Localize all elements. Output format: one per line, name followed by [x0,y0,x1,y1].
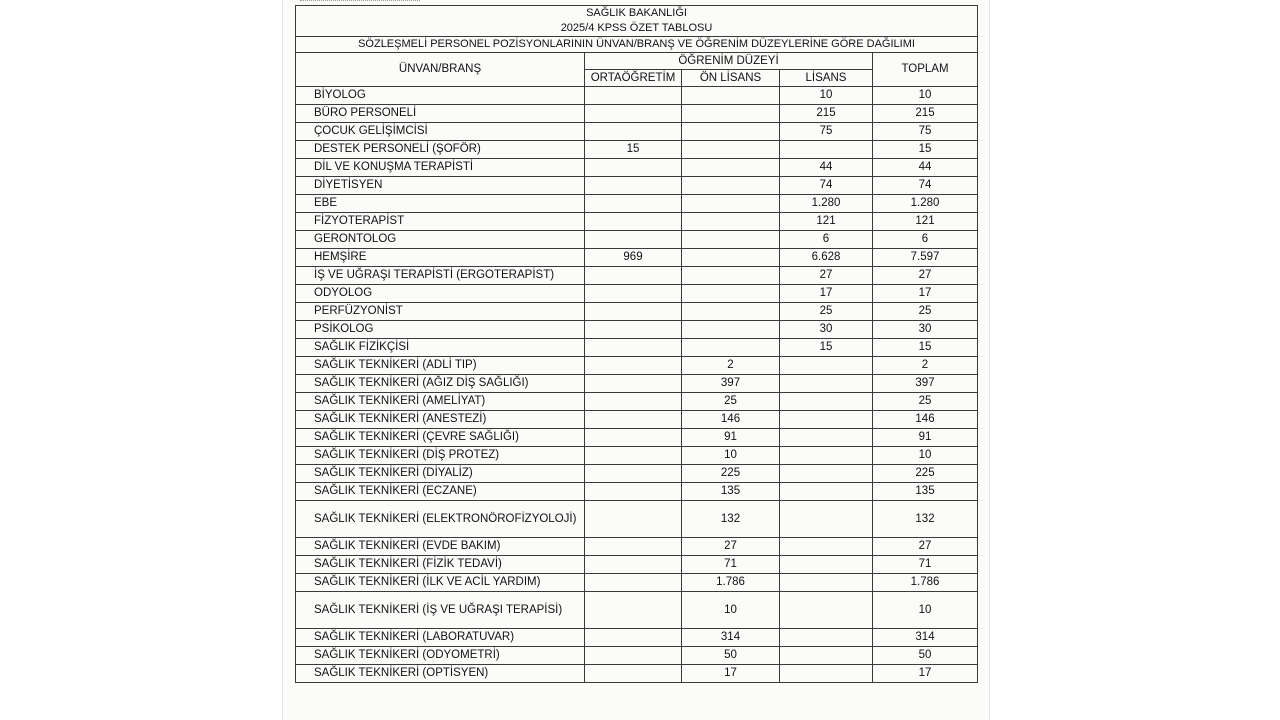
total-count-cell: 121 [873,213,978,231]
header-associate: ÖN LİSANS [682,70,780,87]
total-count-cell: 75 [873,123,978,141]
bachelor-count-cell [780,447,873,465]
associate-count-cell: 225 [682,465,780,483]
bachelor-count-cell: 1.280 [780,195,873,213]
row-title-cell: DİYETİSYEN [296,177,585,195]
bachelor-count-cell [780,592,873,629]
bachelor-count-cell: 17 [780,285,873,303]
total-count-cell: 314 [873,629,978,647]
associate-count-cell: 132 [682,501,780,538]
associate-count-cell [682,285,780,303]
total-count-cell: 30 [873,321,978,339]
total-count-cell: 27 [873,538,978,556]
total-count-cell: 50 [873,647,978,665]
bachelor-count-cell: 10 [780,87,873,105]
header-title-column: ÜNVAN/BRANŞ [296,53,585,87]
table-row [296,375,978,393]
secondary-count-cell [585,629,682,647]
associate-count-cell [682,123,780,141]
row-title-cell: SAĞLIK TEKNİKERİ (FİZİK TEDAVİ) [296,556,585,574]
total-count-cell: 27 [873,267,978,285]
total-count-cell: 132 [873,501,978,538]
table-row [296,592,978,629]
secondary-count-cell [585,159,682,177]
row-title-cell: ODYOLOG [296,285,585,303]
table-row [296,447,978,465]
secondary-count-cell [585,267,682,285]
row-title-cell: PSİKOLOG [296,321,585,339]
secondary-count-cell [585,483,682,501]
table-row [296,501,978,538]
secondary-count-cell [585,123,682,141]
total-count-cell: 17 [873,285,978,303]
secondary-count-cell: 15 [585,141,682,159]
table-row [296,285,978,303]
total-count-cell: 25 [873,303,978,321]
secondary-count-cell [585,429,682,447]
secondary-count-cell [585,195,682,213]
row-title-cell: SAĞLIK TEKNİKERİ (İLK VE ACİL YARDIM) [296,574,585,592]
secondary-count-cell [585,213,682,231]
table-row [296,267,978,285]
header-secondary: ORTAÖĞRETİM [585,70,682,87]
associate-count-cell: 2 [682,357,780,375]
summary-table-container [295,5,977,683]
bachelor-count-cell [780,665,873,683]
associate-count-cell: 10 [682,447,780,465]
row-title-cell: SAĞLIK TEKNİKERİ (ÇEVRE SAĞLIĞI) [296,429,585,447]
table-body [296,87,978,683]
table-row [296,177,978,195]
associate-count-cell: 1.786 [682,574,780,592]
header-bachelor: LİSANS [780,70,873,87]
total-count-cell: 44 [873,159,978,177]
row-title-cell: SAĞLIK TEKNİKERİ (EVDE BAKIM) [296,538,585,556]
row-title-cell: SAĞLIK TEKNİKERİ (AMELİYAT) [296,393,585,411]
total-count-cell: 6 [873,231,978,249]
associate-count-cell [682,177,780,195]
table-row [296,141,978,159]
row-title-cell: SAĞLIK TEKNİKERİ (DİYALİZ) [296,465,585,483]
table-row [296,411,978,429]
secondary-count-cell [585,447,682,465]
table-row [296,303,978,321]
total-count-cell: 10 [873,592,978,629]
associate-count-cell: 25 [682,393,780,411]
total-count-cell: 2 [873,357,978,375]
associate-count-cell [682,267,780,285]
kpss-summary-table [295,5,978,683]
header-total: TOPLAM [873,53,978,87]
row-title-cell: SAĞLIK TEKNİKERİ (LABORATUVAR) [296,629,585,647]
secondary-count-cell: 969 [585,249,682,267]
bachelor-count-cell [780,141,873,159]
table-row [296,574,978,592]
associate-count-cell [682,195,780,213]
total-count-cell: 71 [873,556,978,574]
table-row [296,87,978,105]
bachelor-count-cell: 6 [780,231,873,249]
total-count-cell: 25 [873,393,978,411]
table-row [296,538,978,556]
table-row [296,429,978,447]
table-title: 2025/4 KPSS ÖZET TABLOSU [296,21,978,37]
total-count-cell: 10 [873,447,978,465]
row-title-cell: GERONTOLOG [296,231,585,249]
secondary-count-cell [585,285,682,303]
total-count-cell: 91 [873,429,978,447]
associate-count-cell [682,303,780,321]
row-title-cell: SAĞLIK TEKNİKERİ (ECZANE) [296,483,585,501]
row-title-cell: ÇOCUK GELİŞİMCİSİ [296,123,585,141]
row-title-cell: SAĞLIK TEKNİKERİ (DİŞ PROTEZ) [296,447,585,465]
row-title-cell: PERFÜZYONİST [296,303,585,321]
row-title-cell: FİZYOTERAPİST [296,213,585,231]
table-row [296,647,978,665]
bachelor-count-cell [780,647,873,665]
bachelor-count-cell [780,411,873,429]
row-title-cell: BİYOLOG [296,87,585,105]
associate-count-cell: 397 [682,375,780,393]
table-row [296,195,978,213]
row-title-cell: SAĞLIK TEKNİKERİ (ANESTEZİ) [296,411,585,429]
table-row [296,339,978,357]
secondary-count-cell [585,357,682,375]
bachelor-count-cell: 25 [780,303,873,321]
secondary-count-cell [585,592,682,629]
secondary-count-cell [585,303,682,321]
bachelor-count-cell [780,501,873,538]
bachelor-count-cell [780,556,873,574]
table-row [296,629,978,647]
bachelor-count-cell [780,465,873,483]
table-row [296,665,978,683]
associate-count-cell: 71 [682,556,780,574]
bachelor-count-cell: 27 [780,267,873,285]
secondary-count-cell [585,87,682,105]
secondary-count-cell [585,411,682,429]
total-count-cell: 397 [873,375,978,393]
bachelor-count-cell [780,538,873,556]
table-row [296,213,978,231]
row-title-cell: SAĞLIK TEKNİKERİ (ADLİ TIP) [296,357,585,375]
table-subtitle: SÖZLEŞMELİ PERSONEL POZİSYONLARININ ÜNVAN/BRANŞ VE ÖĞRENİM DÜZEYLERİNE GÖRE DAĞILIMI [296,37,978,53]
bachelor-count-cell: 75 [780,123,873,141]
row-title-cell: SAĞLIK TEKNİKERİ (ELEKTRONÖROFİZYOLOJİ) [296,501,585,538]
secondary-count-cell [585,105,682,123]
table-row [296,321,978,339]
row-title-cell: SAĞLIK TEKNİKERİ (AĞIZ DİŞ SAĞLIĞI) [296,375,585,393]
total-count-cell: 146 [873,411,978,429]
associate-count-cell [682,321,780,339]
row-title-cell: BÜRO PERSONELİ [296,105,585,123]
bachelor-count-cell: 74 [780,177,873,195]
bachelor-count-cell: 6.628 [780,249,873,267]
associate-count-cell [682,141,780,159]
bachelor-count-cell [780,483,873,501]
total-count-cell: 215 [873,105,978,123]
secondary-count-cell [585,556,682,574]
secondary-count-cell [585,339,682,357]
associate-count-cell: 135 [682,483,780,501]
total-count-cell: 7.597 [873,249,978,267]
secondary-count-cell [585,393,682,411]
header-education-level: ÖĞRENİM DÜZEYİ [585,53,873,70]
associate-count-cell [682,105,780,123]
secondary-count-cell [585,647,682,665]
secondary-count-cell [585,665,682,683]
secondary-count-cell [585,465,682,483]
associate-count-cell [682,339,780,357]
total-count-cell: 15 [873,339,978,357]
total-count-cell: 74 [873,177,978,195]
associate-count-cell: 91 [682,429,780,447]
table-row [296,123,978,141]
row-title-cell: DİL VE KONUŞMA TERAPİSTİ [296,159,585,177]
bachelor-count-cell: 44 [780,159,873,177]
total-count-cell: 17 [873,665,978,683]
secondary-count-cell [585,177,682,195]
row-title-cell: İŞ VE UĞRAŞI TERAPİSTİ (ERGOTERAPİST) [296,267,585,285]
secondary-count-cell [585,538,682,556]
associate-count-cell: 10 [682,592,780,629]
total-count-cell: 10 [873,87,978,105]
bachelor-count-cell: 15 [780,339,873,357]
total-count-cell: 15 [873,141,978,159]
total-count-cell: 1.786 [873,574,978,592]
bachelor-count-cell [780,357,873,375]
associate-count-cell [682,87,780,105]
associate-count-cell [682,213,780,231]
row-title-cell: SAĞLIK FİZİKÇİSİ [296,339,585,357]
table-row [296,231,978,249]
table-row [296,249,978,267]
table-row [296,483,978,501]
total-count-cell: 225 [873,465,978,483]
associate-count-cell: 50 [682,647,780,665]
bachelor-count-cell [780,629,873,647]
associate-count-cell [682,249,780,267]
ministry-title: SAĞLIK BAKANLIĞI [296,6,978,22]
table-row [296,393,978,411]
associate-count-cell [682,159,780,177]
row-title-cell: DESTEK PERSONELİ (ŞOFÖR) [296,141,585,159]
associate-count-cell [682,231,780,249]
row-title-cell: SAĞLIK TEKNİKERİ (ODYOMETRİ) [296,647,585,665]
bachelor-count-cell [780,393,873,411]
table-row [296,556,978,574]
row-title-cell: SAĞLIK TEKNİKERİ (İŞ VE UĞRAŞI TERAPİSİ) [296,592,585,629]
table-row [296,465,978,483]
associate-count-cell: 314 [682,629,780,647]
row-title-cell: SAĞLIK TEKNİKERİ (OPTİSYEN) [296,665,585,683]
table-row [296,159,978,177]
bachelor-count-cell: 215 [780,105,873,123]
secondary-count-cell [585,501,682,538]
bachelor-count-cell [780,574,873,592]
secondary-count-cell [585,375,682,393]
bachelor-count-cell: 30 [780,321,873,339]
row-title-cell: HEMŞİRE [296,249,585,267]
table-row [296,105,978,123]
associate-count-cell: 17 [682,665,780,683]
secondary-count-cell [585,574,682,592]
secondary-count-cell [585,231,682,249]
associate-count-cell: 146 [682,411,780,429]
bachelor-count-cell [780,429,873,447]
secondary-count-cell [585,321,682,339]
row-title-cell: EBE [296,195,585,213]
bachelor-count-cell [780,375,873,393]
total-count-cell: 135 [873,483,978,501]
total-count-cell: 1.280 [873,195,978,213]
table-row [296,357,978,375]
bachelor-count-cell: 121 [780,213,873,231]
associate-count-cell: 27 [682,538,780,556]
